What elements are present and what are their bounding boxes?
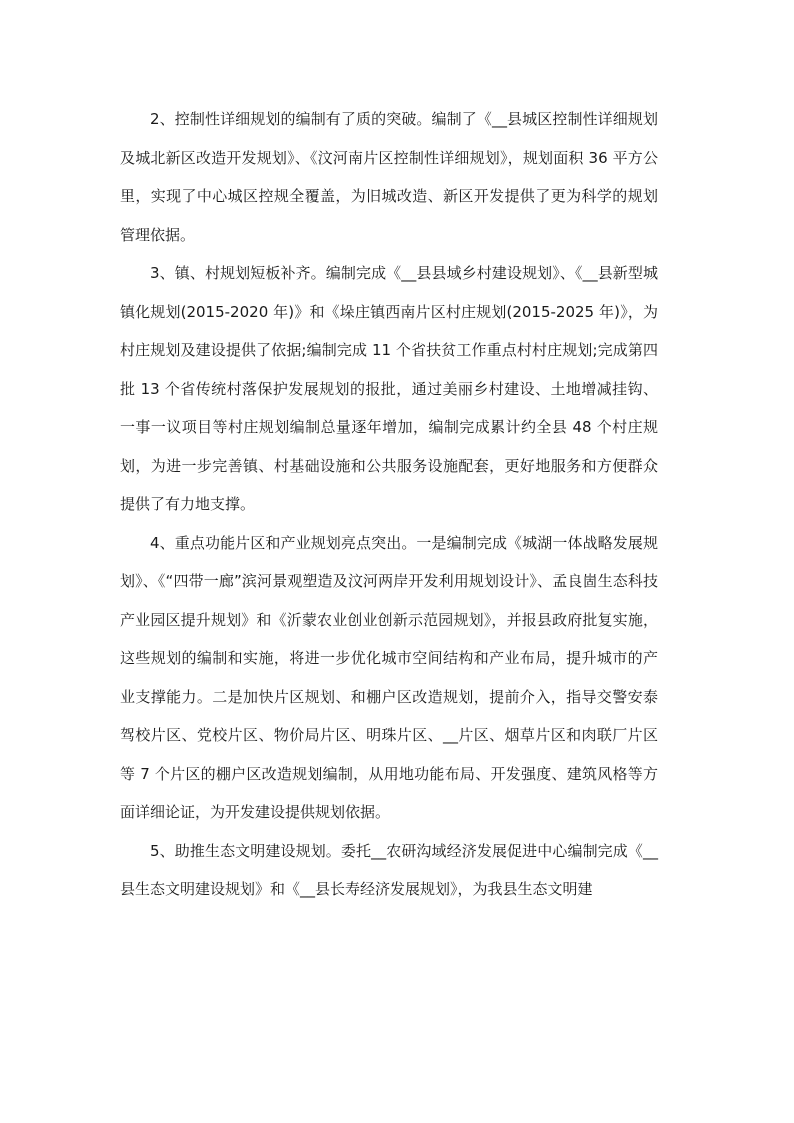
paragraph-functional-zones: 4、重点功能片区和产业规划亮点突出。一是编制完成《城湖一体战略发展规划》、《“四带一廊”滨河景观塑造及汶河两岸开发利用规划设计》、孟良崮生态科技产业园区提升规划》和《沂蒙农业创业创新示范园规划》，并报县政府批复实施，这些规划的编制和实施，将进一步优化城市空间结构和产业布局，提升城市的产业支撑能力。二是加快片区规划、和棚户区改造规划，提前介入，指导交警安泰驾校片区、党校片区、物价局片区、明珠片区、__片区、烟草片区和肉联厂片区等 7 个片区的棚户区改造规划编制，从用地功能布局、开发强度、建筑风格等方面详细论证，为开发建设提供规划依据。: [120, 533, 658, 821]
paragraph-detailed-planning: 2、控制性详细规划的编制有了质的突破。编制了《__县城区控制性详细规划及城北新区改造开发规划》、《汶河南片区控制性详细规划》，规划面积 36 平方公里，实现了中心城区控规全覆盖，为旧城改造、新区开发提供了更为科学的规划管理依据。: [120, 110, 658, 244]
document-body: [120, 100, 658, 909]
paragraph-village-planning: 3、镇、村规划短板补齐。编制完成《__县县域乡村建设规划》、《__县新型城镇化规划(2015-2020 年)》和《垛庄镇西南片区村庄规划(2015-2025 年)》，为村庄规划及建设提供了依据;编制完成 11 个省扶贫工作重点村村庄规划;完成第四批 13 个省传统村落保护发展规划的报批，通过美丽乡村建设、土地增减挂钩、一事一议项目等村庄规划编制总量逐年增加，编制完成累计约全县 48 个村庄规划，为进一步完善镇、村基础设施和公共服务设施配套，更好地服务和方便群众提供了有力地支撑。: [120, 264, 658, 513]
paragraph-ecological-planning: 5、助推生态文明建设规划。委托__农研沟域经济发展促进中心编制完成《__县生态文明建设规划》和《__县长寿经济发展规划》，为我县生态文明建: [120, 841, 658, 898]
